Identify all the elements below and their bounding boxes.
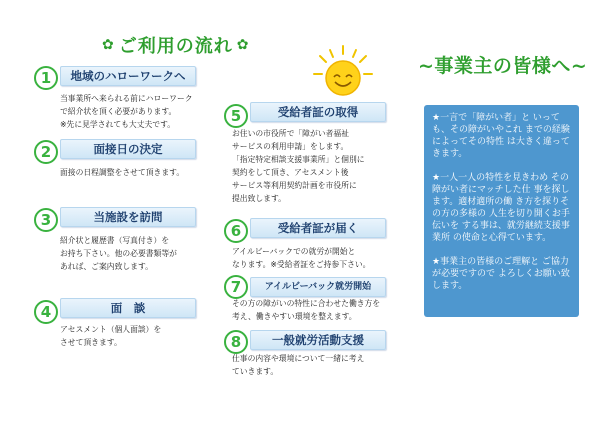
employer-paragraph: ★事業主の皆様のご理解と ご協力が必要ですので よろしくお願い致します。 [432, 257, 570, 291]
flower-icon: ✿ [236, 37, 250, 53]
step-1-label: 地域のハローワークへ [60, 66, 196, 86]
step-7-number: 7 [224, 275, 248, 299]
step-2-label: 面接日の決定 [60, 139, 196, 159]
step-8-desc: 仕事の内容や環境について一緒に考え ていきます。 [232, 354, 365, 376]
flower-icon: ✿ [102, 37, 115, 53]
step-1-number: 1 [34, 66, 58, 90]
sun-icon [312, 44, 374, 96]
step-8-number: 8 [224, 330, 248, 354]
employer-message-text [432, 112, 574, 304]
step-5-label: 受給者証の取得 [250, 102, 386, 122]
employer-title: ~事業主の皆様へ~ [418, 55, 588, 77]
step-1-desc: 当事業所へ来られる前にハローワーク で紹介状を頂く必要があります。 ※先に見学されても大丈夫です。 [60, 94, 193, 129]
employer-paragraph: ★一人一人の特性を見きわめ その障がい者にマッチした仕 事を探します。適材適所の働 き方を探りその方の多様の 人生を切り開くお手伝いを する事は、就労継続支援事業所 の使命と心得ています。 [432, 173, 570, 243]
step-3-number: 3 [34, 208, 58, 232]
flow-title-text: ご利用の流れ [118, 36, 233, 57]
step-4-number: 4 [34, 300, 58, 324]
step-6-number: 6 [224, 219, 248, 243]
step-7-desc: その方の障がいの特性に合わせた働き方を 考え、働きやすい環境を整えます。 [232, 299, 381, 321]
step-8-label: 一般就労活動支援 [250, 330, 386, 350]
step-2-number: 2 [34, 140, 58, 164]
step-3-label: 当施設を訪問 [60, 207, 196, 227]
step-2-desc: 面接の日程調整をさせて頂きます。 [60, 168, 185, 177]
step-3-desc: 紹介状と履歴書（写真付き）を お持ち下さい。他の必要書類等が あれば、ご案内致します。 [60, 236, 177, 271]
flow-title [98, 34, 298, 56]
step-7-label: アイルビーバック就労開始 [250, 277, 386, 297]
employer-paragraph: ★一言で「障がい者」と いっても、その障がいやこれ までの経験によってその特性 は大きく違ってきます。 [432, 113, 570, 159]
step-6-desc: アイルビーバックでの就労が開始と なります。※受給者証をご持参下さい。 [232, 247, 371, 269]
step-5-number: 5 [224, 104, 248, 128]
step-4-desc: アセスメント（個人面談）を させて頂きます。 [60, 325, 162, 347]
step-4-label: 面 談 [60, 298, 196, 318]
step-6-label: 受給者証が届く [250, 218, 386, 238]
step-5-desc: お住いの市役所で「障がい者福祉 サービスの利用申請」をします。 「指定特定相談支援事業所」と個別に 契約をして頂き、アセスメント後 サービス等利用契約計画を市役所に 提出致します。 [232, 129, 365, 203]
